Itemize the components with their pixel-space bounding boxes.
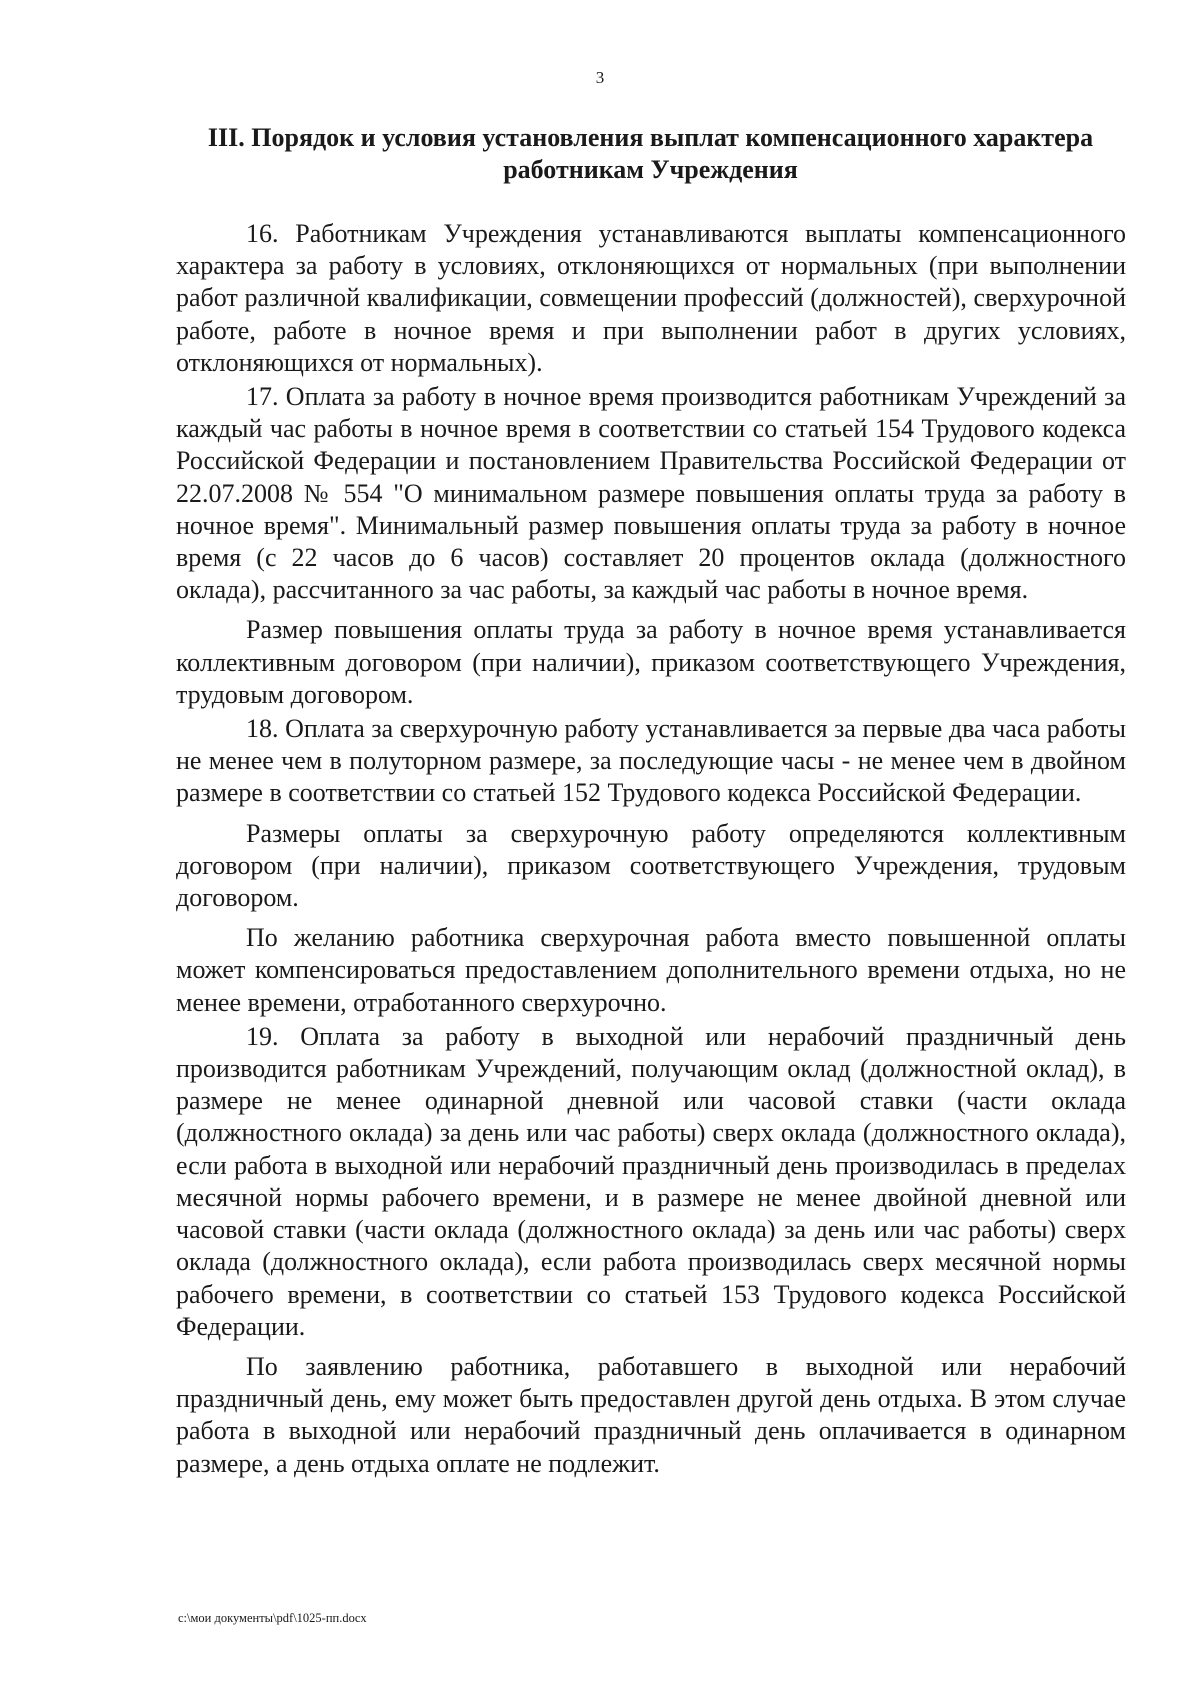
- paragraph-16: 16. Работникам Учреждения устанавливаются выплаты компенсационного характера за работу в условиях, отклоняющихся от нормальных (при выполнении работ различной квалификации, совмещении профессий (должностей), сверхурочной работе, работе в ночное время и при выполнении работ в других условиях, отклоняющихся от нормальных).: [176, 219, 1126, 377]
- paragraph-18: 18. Оплата за сверхурочную работу устанавливается за первые два часа работы не менее чем в полуторном размере, за последующие часы - не менее чем в двойном размере в соответствии со статьей 152 Трудового кодекса Российской Федерации.: [176, 714, 1126, 808]
- paragraph-overtime-size: Размеры оплаты за сверхурочную работу определяются коллективным договором (при наличии), приказом соответствующего Учреждения, трудовым договором.: [176, 818, 1126, 913]
- paragraph-19: 19. Оплата за работу в выходной или нерабочий праздничный день производится работникам Учреждений, получающим оклад (должностной оклад), в размере не менее одинарной дневной или часовой ставки (части оклада (должностного оклада) за день или час работы) сверх оклада (должностного оклада), если работа в выходной или нерабочий праздничный день производилась в пределах месячной нормы рабочего времени, и в размере не менее двойной дневной или часовой ставки (части оклада (должностного оклада) за день или час работы) сверх оклада (должностного оклада), если работа производилась сверх месячной нормы рабочего времени, в соответствии со статьей 153 Трудового кодекса Российской Федерации.: [176, 1021, 1126, 1341]
- footer-file-path: c:\мои документы\pdf\1025-пп.docx: [178, 1611, 367, 1625]
- paragraph-17: 17. Оплата за работу в ночное время производится работникам Учреждений за каждый час работы в ночное время в соответствии со статьей 154 Трудового кодекса Российской Федерации и постановлением Правительства Российской Федерации от 22.07.2008 № 554 "О минимальном размере повышения оплаты труда за работу в ночное время". Минимальный размер повышения оплаты труда за работу в ночное время (с 22 часов до 6 часов) составляет 20 процентов оклада (должностного оклада), рассчитанного за час работы, за каждый час работы в ночное время.: [176, 382, 1126, 605]
- paragraph-holiday-rest: По заявлению работника, работавшего в выходной или нерабочий праздничный день, ему может быть предоставлен другой день отдыха. В этом случае работа в выходной или нерабочий праздничный день оплачивается в одинарном размере, а день отдыха оплате не подлежит.: [176, 1351, 1126, 1478]
- section-heading: III. Порядок и условия установления выплат компенсационного характера работникам Учреждения: [207, 123, 1094, 184]
- paragraph-overtime-rest: По желанию работника сверхурочная работа вместо повышенной оплаты может компенсироваться предоставлением дополнительного времени отдыха, но не менее времени, отработанного сверхурочно.: [176, 923, 1126, 1017]
- page-number: 3: [595, 68, 605, 87]
- paragraph-night-work-size: Размер повышения оплаты труда за работу в ночное время устанавливается коллективным договором (при наличии), приказом соответствующего Учреждения, трудовым договором.: [176, 615, 1126, 709]
- document-body: [176, 218, 1126, 1482]
